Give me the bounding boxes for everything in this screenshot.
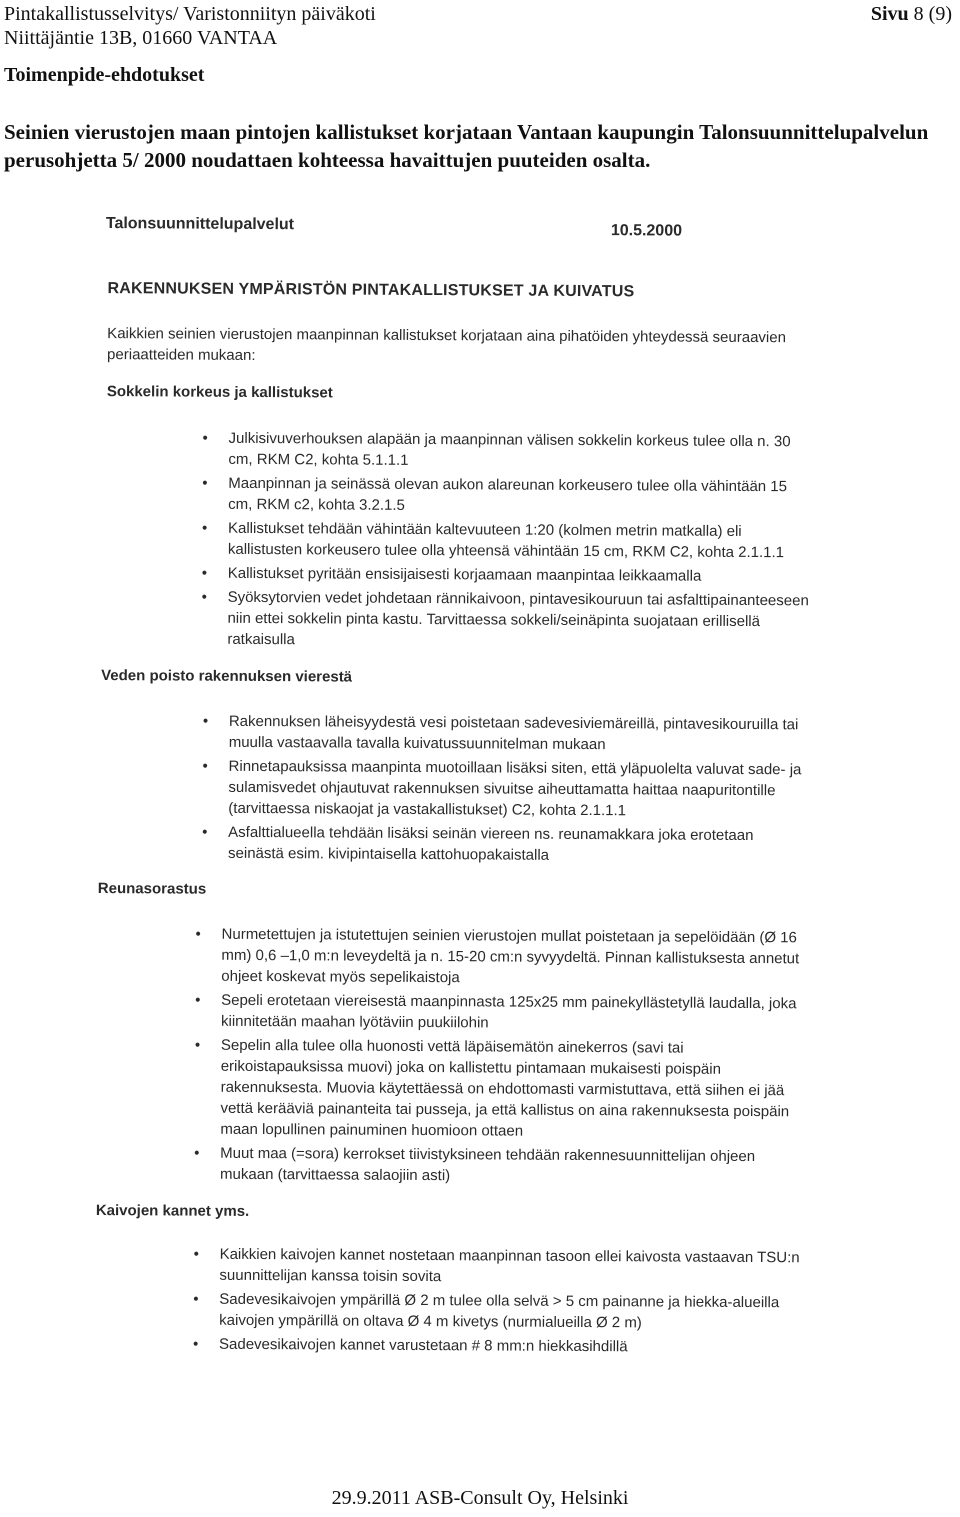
list-item: • Sadevesikaivojen kannet varustetaan # 8 mm:n hiekkasihdillä	[193, 1334, 803, 1359]
scan-date: 10.5.2000	[610, 222, 683, 240]
list-item: • Rinnetapauksissa maanpinta muotoillaan lisäksi siten, että yläpuolelta valuvat sade- ja sulamisvedet ohjautuvat rakennuksen sivuitse aiheuttamatta haittaa naapuritontille (tarvittaessa niskaojat ja vastakallistukset) C2, kohta 2.1.1.1	[202, 756, 812, 823]
list-item: • Sepeli erotetaan viereisestä maanpinnasta 125x25 mm painekyllästetyllä laudalla, joka kiinnitetään maahan lyötäviin puukiilohin	[195, 990, 805, 1036]
list-item: • Syöksytorvien vedet johdetaan rännikaivoon, pintavesikouruun tai asfalttipainanteeseen niin ettei sokkelin pinta kastu. Tarvittaessa sokkeli/seinäpinta suojataan erillisellä ratkaisulla	[201, 587, 811, 654]
document-title: Pintakallistusselvitys/ Varistonniityn päiväkoti	[4, 3, 376, 25]
subheading-kaivot: Kaivojen kannet yms.	[95, 1202, 250, 1220]
list-veden-poisto	[202, 711, 813, 871]
list-item: • Sepelin alla tulee olla huonosti vettä läpäisemätön ainekerros (savi tai erikoistapauksissa muovi) joka on kallistettu pintamaan mukaisesti poispäin rakennuksesta. Muovia käytettäessä on ehdottomasti varmistuttava, että siihen ei jää vettä kerääviä painanteita tai pusseja, ja että kallistus on aina rakennuksesta poispäin maan lopullinen painuminen huomioon ottaen	[194, 1035, 805, 1144]
list-item: • Kallistukset tehdään vähintään kaltevuuteen 1:20 (kolmen metrin matkalla) eli kallistusten korkeusero tulee olla yhteensä vähintään 15 cm, RKM C2, kohta 2.1.1.1	[202, 518, 812, 564]
list-item: • Rakennuksen läheisyydestä vesi poistetaan sadevesiviemäreillä, pintavesikouruilla tai muulla vastaavalla tavalla kuivatussuunnitelman mukaan	[203, 711, 813, 757]
subheading-veden-poisto: Veden poisto rakennuksen vierestä	[101, 667, 353, 686]
list-item: • Kaikkien kaivojen kannet nostetaan maanpinnan tasoon ellei kaivosta vastaavan TSU:n suunnittelijan kanssa toisin sovita	[193, 1244, 803, 1290]
site-address: Niittäjäntie 13B, 01660 VANTAA	[4, 27, 278, 49]
list-kaivot	[193, 1244, 804, 1362]
list-item: • Maanpinnan ja seinässä olevan aukon alareunan korkeusero tulee olla vähintään 15 cm, RKM c2, kohta 3.2.1.5	[202, 473, 812, 519]
page-number: 8 (9)	[913, 3, 952, 25]
document-header	[4, 2, 376, 50]
list-item: • Asfalttialueella tehdään lisäksi seinän viereen ns. reunamakkara joka erotetaan seinästä esim. kivipintaisella kattohuopakaistalla	[202, 822, 812, 868]
page-label: Sivu	[870, 3, 909, 25]
scan-intro: Kaikkien seinien vierustojen maanpinnan kallistukset korjataan aina pihatöiden yhteydessä seuraavien periaatteiden mukaan:	[107, 325, 787, 364]
list-item: • Kallistukset pyritään ensisijaisesti korjaamaan maanpintaa leikkaamalla	[202, 563, 812, 588]
intro-paragraph: Seinien vierustojen maan pintojen kallistukset korjataan Vantaan kaupungin Talonsuunnittelupalvelun perusohjetta 5/ 2000 noudattaen kohteessa havaittujen puuteiden osalta.	[4, 120, 929, 172]
subheading-reunasorastus: Reunasorastus	[97, 880, 207, 898]
page-indicator	[871, 2, 952, 26]
list-sokkeli	[201, 428, 812, 657]
scan-title: RAKENNUKSEN YMPÄRISTÖN PINTAKALLISTUKSET JA KUIVATUS	[107, 280, 635, 301]
list-item: • Julkisivuverhouksen alapään ja maanpinnan välisen sokkelin korkeus tulee olla n. 30 cm, RKM C2, kohta 5.1.1.1	[202, 428, 812, 474]
scanned-guideline	[89, 205, 856, 1370]
list-item: • Nurmetettujen ja istutettujen seinien vierustojen mullat poistetaan ja sepelöidään (Ø 16 mm) 0,6 –1,0 m:n leveydeltä ja n. 15-20 cm:n syvyydeltä. Pinnan kallistuksesta annetut ohjeet koskevat myös sepelikaistoja	[195, 924, 805, 991]
page-footer: 29.9.2011 ASB-Consult Oy, Helsinki	[331, 1487, 629, 1509]
subheading-sokkeli: Sokkelin korkeus ja kallistukset	[106, 383, 333, 402]
scan-organization: Talonsuunnittelupalvelut	[105, 215, 295, 234]
list-item: • Sadevesikaivojen ympärillä Ø 2 m tulee olla selvä > 5 cm painanne ja hiekka-alueilla kaivojen ympärillä on oltava Ø 4 m kivetys (nurmialueilla Ø 2 m)	[193, 1289, 803, 1335]
list-item: • Muut maa (=sora) kerrokset tiivistyksineen tehdään rakennesuunnittelijan ohjeen mukaan (tarvittaessa salaojiin asti)	[194, 1143, 804, 1189]
section-heading: Toimenpide-ehdotukset	[4, 64, 205, 86]
list-reunasorastus	[194, 924, 806, 1192]
